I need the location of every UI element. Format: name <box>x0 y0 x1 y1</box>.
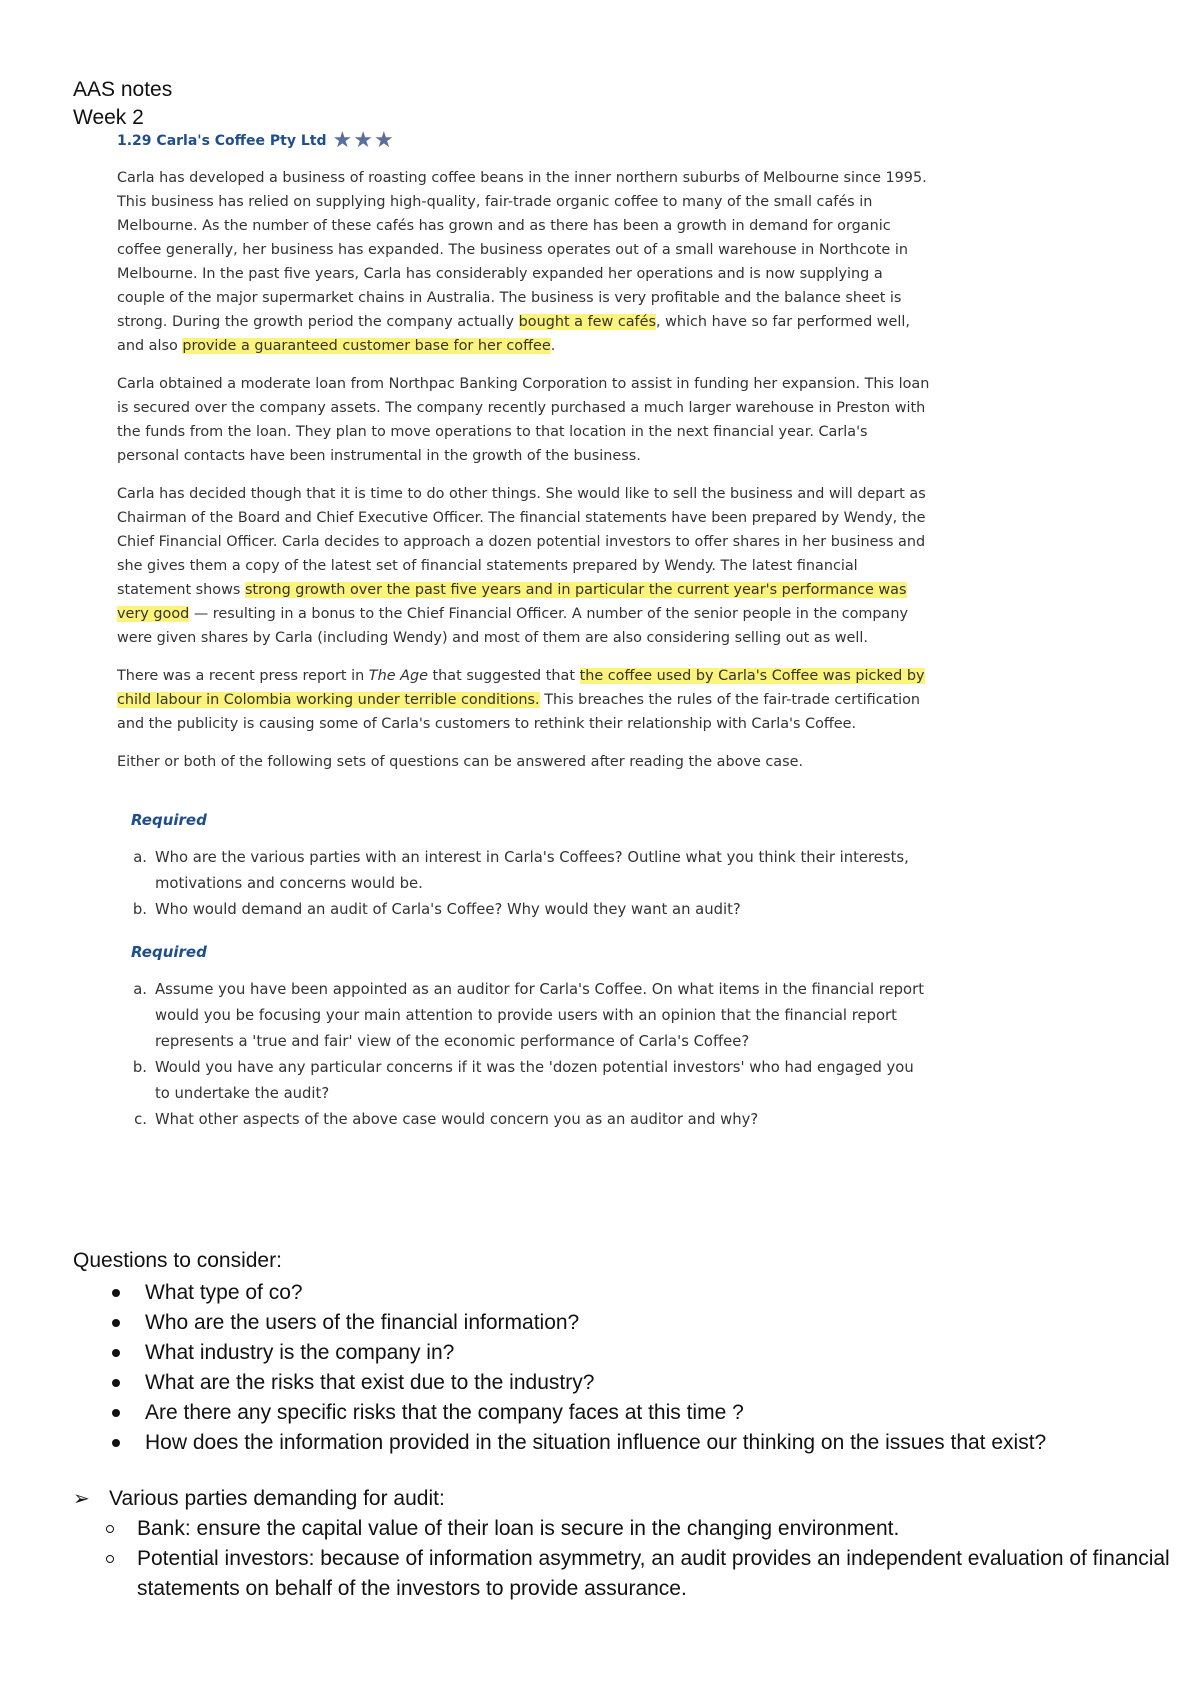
case-paragraph-4 <box>117 664 932 736</box>
item-letter: b. <box>132 901 147 918</box>
item-text: Who are the users of the financial information? <box>145 1311 580 1334</box>
star-icon: ★ <box>332 128 353 153</box>
list-item <box>73 1278 1183 1308</box>
text-span: — resulting in a bonus to the Chief Financial Officer. A number of the senior people in the company were given shares by Carla (including Wendy) and most of them are also considering selling out as well. <box>117 606 909 646</box>
circle-bullet-icon <box>73 1514 137 1544</box>
star-icon: ★ <box>373 128 394 153</box>
audit-parties-list <box>73 1514 1183 1604</box>
bullet-icon <box>73 1308 145 1338</box>
item-text: Bank: ensure the capital value of their loan is secure in the changing environment. <box>137 1517 900 1540</box>
case-title: 1.29 Carla's Coffee Pty Ltd <box>117 133 327 149</box>
text-span: Carla has decided though that it is time to do other things. She would like to sell the business and will depart as Chairman of the Board and Chief Executive Officer. The financial statements have been prepared by Wendy, the Chief Financial Officer. Carla decides to approach a dozen potential investors to offer shares in her business and she gives them a copy of the latest set of financial statements prepared by Wendy. The latest financial statement shows <box>117 486 926 598</box>
item-letter: c. <box>134 1111 147 1128</box>
item-letter: a. <box>133 981 147 998</box>
highlight: bought a few cafés <box>518 314 656 330</box>
text-span: . <box>550 338 556 354</box>
star-icon: ★ <box>353 128 373 153</box>
text-span: that suggested that <box>427 668 580 684</box>
item-text: How does the information provided in the situation influence our thinking on the issues that exist? <box>145 1431 1047 1454</box>
list-item <box>117 897 932 923</box>
questions-heading: Questions to consider: <box>73 1249 282 1272</box>
notes-title: AAS notes <box>73 78 173 101</box>
bullet-icon <box>73 1428 145 1458</box>
list-item <box>117 1107 932 1133</box>
item-text: Potential investors: because of information asymmetry, an audit provides an independent evaluation of financial statements on behalf of the investors to provide assurance. <box>137 1547 1170 1600</box>
item-letter: b. <box>132 1059 147 1076</box>
item-text: What are the risks that exist due to the industry? <box>145 1371 595 1394</box>
arrow-bullet-icon: ➢ <box>73 1488 90 1510</box>
list-item <box>73 1308 1183 1338</box>
required-heading-1: Required <box>131 811 207 829</box>
notes-section <box>73 1246 1183 1604</box>
item-text: What type of co? <box>145 1281 303 1304</box>
item-text: Would you have any particular concerns if it was the 'dozen potential investors' who had engaged you to undertake the audit? <box>155 1059 914 1102</box>
list-item <box>117 1055 932 1107</box>
audit-heading: Various parties demanding for audit: <box>109 1487 445 1510</box>
list-item <box>73 1368 1183 1398</box>
required-list-1 <box>117 845 932 923</box>
case-paragraph-1 <box>117 166 932 358</box>
circle-bullet-icon <box>73 1544 137 1604</box>
item-text: Who would demand an audit of Carla's Coffee? Why would they want an audit? <box>155 901 741 918</box>
list-item <box>73 1428 1183 1458</box>
case-study-excerpt <box>117 128 932 1133</box>
difficulty-rating <box>332 130 393 152</box>
highlight: the coffee used by Carla's Coffee was picked by child labour in Colombia working under terrible conditions. <box>117 668 925 708</box>
audit-heading-row <box>73 1484 1183 1514</box>
text-span: , which have so far performed well, and also <box>117 314 910 354</box>
item-text: Are there any specific risks that the company faces at this time ? <box>145 1401 744 1424</box>
bullet-icon <box>73 1398 145 1428</box>
bullet-icon <box>73 1368 145 1398</box>
list-item <box>117 977 932 1055</box>
bullet-icon <box>73 1338 145 1368</box>
item-text: What other aspects of the above case would concern you as an auditor and why? <box>155 1111 759 1128</box>
highlight: strong growth over the past five years and in particular the current year's performance was very good <box>117 582 907 622</box>
questions-list <box>73 1278 1183 1458</box>
text-span: There was a recent press report in <box>117 668 369 684</box>
item-text: Assume you have been appointed as an auditor for Carla's Coffee. On what items in the financial report would you be focusing your main attention to provide users with an opinion that the financial report represents a 'true and fair' view of the economic performance of Carla's Coffee? <box>155 981 924 1050</box>
bullet-icon <box>73 1278 145 1308</box>
text-span: This breaches the rules of the fair-trade certification and the publicity is causing some of Carla's customers to rethink their relationship with Carla's Coffee. <box>117 692 921 732</box>
item-letter: a. <box>133 849 147 866</box>
case-paragraph-2: Carla obtained a moderate loan from Northpac Banking Corporation to assist in funding her expansion. This loan is secured over the company assets. The company recently purchased a much larger warehouse in Preston with the funds from the loan. They plan to move operations to that location in the next financial year. Carla's personal contacts have been instrumental in the growth of the business. <box>117 376 930 464</box>
list-item <box>73 1514 1183 1544</box>
list-item <box>73 1398 1183 1428</box>
case-title-row <box>117 128 932 154</box>
week-label: Week 2 <box>73 106 144 129</box>
item-text: What industry is the company in? <box>145 1341 455 1364</box>
case-paragraph-5: Either or both of the following sets of questions can be answered after reading the above case. <box>117 754 804 770</box>
publication-name: The Age <box>368 668 428 684</box>
item-text: Who are the various parties with an interest in Carla's Coffees? Outline what you think their interests, motivations and concerns would be. <box>155 849 909 892</box>
required-heading-2: Required <box>131 943 207 961</box>
text-span: Carla has developed a business of roasting coffee beans in the inner northern suburbs of Melbourne since 1995. This business has relied on supplying high-quality, fair-trade organic coffee to many of the small cafés in Melbourne. As the number of these cafés has grown and as there has been a growth in demand for organic coffee generally, her business has expanded. The business operates out of a small warehouse in Northcote in Melbourne. In the past five years, Carla has considerably expanded her operations and is now supplying a couple of the major supermarket chains in Australia. The business is very profitable and the balance sheet is strong. During the growth period the company actually <box>117 170 927 330</box>
list-item <box>73 1338 1183 1368</box>
list-item <box>73 1544 1183 1604</box>
highlight: provide a guaranteed customer base for her coffee <box>182 338 551 354</box>
required-list-2 <box>117 977 932 1133</box>
case-paragraph-3 <box>117 482 932 650</box>
list-item <box>117 845 932 897</box>
